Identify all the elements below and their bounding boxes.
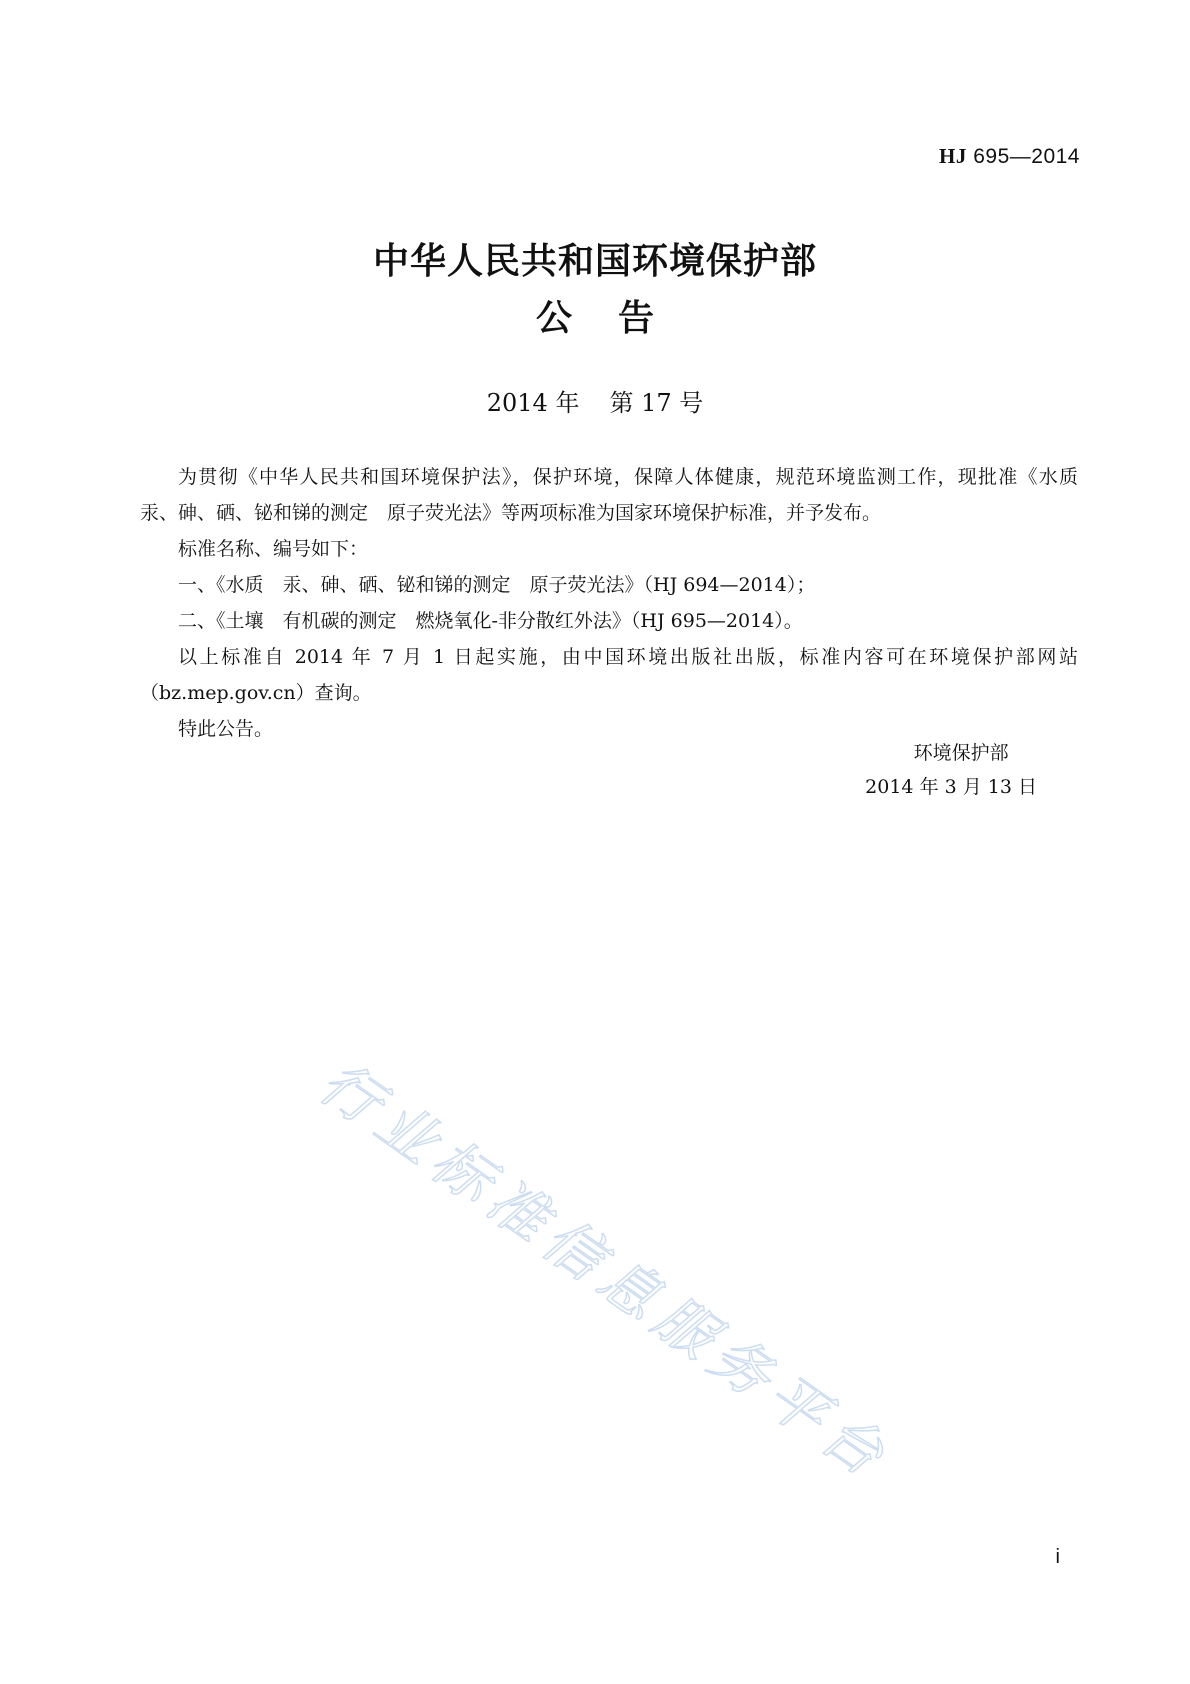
notice-title-char2: 告 — [618, 298, 655, 339]
body-paragraph-2: 标准名称、编号如下： — [178, 538, 369, 560]
signature-date: 2014 年 3 月 13 日 — [865, 776, 1037, 798]
standard-code-number: 695—2014 — [973, 145, 1080, 168]
issue-number — [0, 383, 1190, 418]
notice-title-char1: 公 — [535, 298, 572, 339]
body-paragraph-4: 特此公告。 — [178, 718, 274, 740]
standard-code — [939, 144, 1080, 169]
standard-code-prefix: HJ — [939, 144, 967, 168]
signature-org: 环境保护部 — [913, 742, 1009, 764]
signature-block — [865, 736, 1037, 804]
ministry-title: 中华人民共和国环境保护部 — [372, 241, 817, 282]
body-paragraph-1: 为贯彻《中华人民共和国环境保护法》，保护环境，保障人体健康，规范环境监测工作，现批准《水质 汞、砷、硒、铋和锑的测定 原子荧光法》等两项标准为国家环境保护标准，并予发布。 — [140, 466, 1098, 524]
standard-item-1: 一、《水质 汞、砷、硒、铋和锑的测定 原子荧光法》（HJ 694—2014）； — [178, 574, 816, 596]
watermark: 行业标准信息服务平台 — [307, 1048, 904, 1494]
issue-year: 2014 年 — [486, 389, 580, 417]
notice-body — [140, 459, 1098, 747]
standard-item-2: 二、《土壤 有机碳的测定 燃烧氧化-非分散红外法》（HJ 695—2014）。 — [178, 610, 803, 632]
issue-serial: 第 17 号 — [609, 389, 704, 417]
page-number: i — [1055, 1546, 1060, 1568]
notice-title — [0, 290, 1190, 341]
body-paragraph-3: 以上标准自 2014 年 7 月 1 日起实施，由中国环境出版社出版，标准内容可在环境保护部网站（bz.mep.gov.cn）查询。 — [140, 646, 1078, 704]
